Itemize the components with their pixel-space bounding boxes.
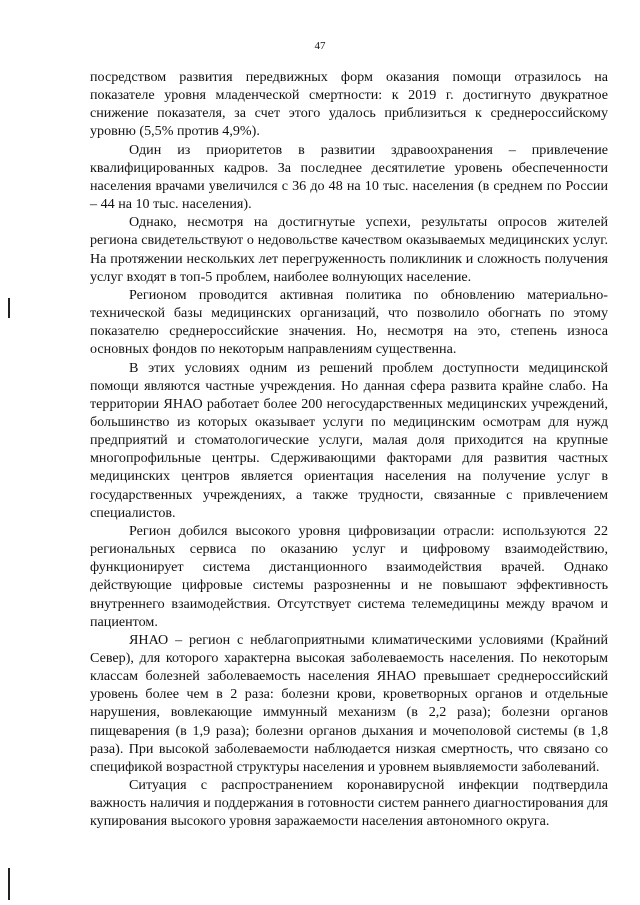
margin-mark-upper [8,298,10,318]
paragraph-7: ЯНАО – регион с неблагоприятными климатическими условиями (Крайний Север), для которого характерна высокая заболеваемость населения. По некоторым классам болезней заболеваемость населения ЯНАО превышает среднероссийский уровень более чем в 2 раза: болезни крови, кроветворных органов и отдельные нарушения, вовлекающие иммунный механизм (в 2,2 раза); болезни органов пищеварения (в 1,9 раза); болезни органов дыхания и мочеполовой системы (в 1,8 раза). При высокой заболеваемости наблюдается низкая смертность, что связано со спецификой возрастной структуры населения и уровнем выявляемости заболеваний. [90,631,608,775]
page-number: 47 [314,40,326,52]
paragraph-3: Однако, несмотря на достигнутые успехи, результаты опросов жителей региона свидетельствуют о недовольстве качеством оказываемых медицинских услуг. На протяжении нескольких лет перегруженность поликлиник и сложность получения услуг входят в топ-5 проблем, наиболее волнующих население. [90,214,608,285]
paragraph-6: Регион добился высокого уровня цифровизации отрасли: используются 22 региональных сервиса по оказанию услуг и цифровому взаимодействию, функционирует система дистанционного взаимодействия врачей. Однако действующие цифровые системы разрозненны и не повышают эффективность внутреннего взаимодействия. Отсутствует система телемедицины между врачом и пациентом. [90,522,608,630]
paragraph-8: Ситуация с распространением коронавирусной инфекции подтвердила важность наличия и поддержания в готовности систем раннего диагностирования для купирования высокого уровня заражаемости населения автономного округа. [90,777,608,830]
paragraph-2: Один из приоритетов в развитии здравоохранения – привлечение квалифицированных кадров. За последнее десятилетие уровень обеспеченности населения врачами увеличился с 36 до 48 на 10 тыс. населения (в среднем по России – 44 на 10 тыс. населения). [90,141,608,213]
document-body [90,68,608,831]
paragraph-1: посредством развития передвижных форм оказания помощи отразилось на показателе уровня младенческой смертности: к 2019 г. достигнуто двукратное снижение показателя, за счет этого удалось приблизиться к среднероссийскому уровню (5,5% против 4,9%). [90,69,608,140]
margin-mark-lower [8,868,10,900]
paragraph-5: В этих условиях одним из решений проблем доступности медицинской помощи являются частные учреждения. Но данная сфера развита крайне слабо. На территории ЯНАО работает более 200 негосударственных медицинских учреждений, большинство из которых оказывает услуги по медицинским осмотрам для нужд предприятий и стоматологические услуги, малая доля приходится на крупные многопрофильные центры. Сдерживающими факторами для развития частных медицинских центров является ориентация населения на получение услуг в государственных учреждениях, а также трудности, связанные с привлечением специалистов. [90,359,608,521]
paragraph-4: Регионом проводится активная политика по обновлению материально-технической базы медицинских организаций, что позволило обогнать по этому показателю среднероссийские значения. Но, несмотря на это, степень износа основных фондов по некоторым направлениям существенна. [90,286,608,358]
